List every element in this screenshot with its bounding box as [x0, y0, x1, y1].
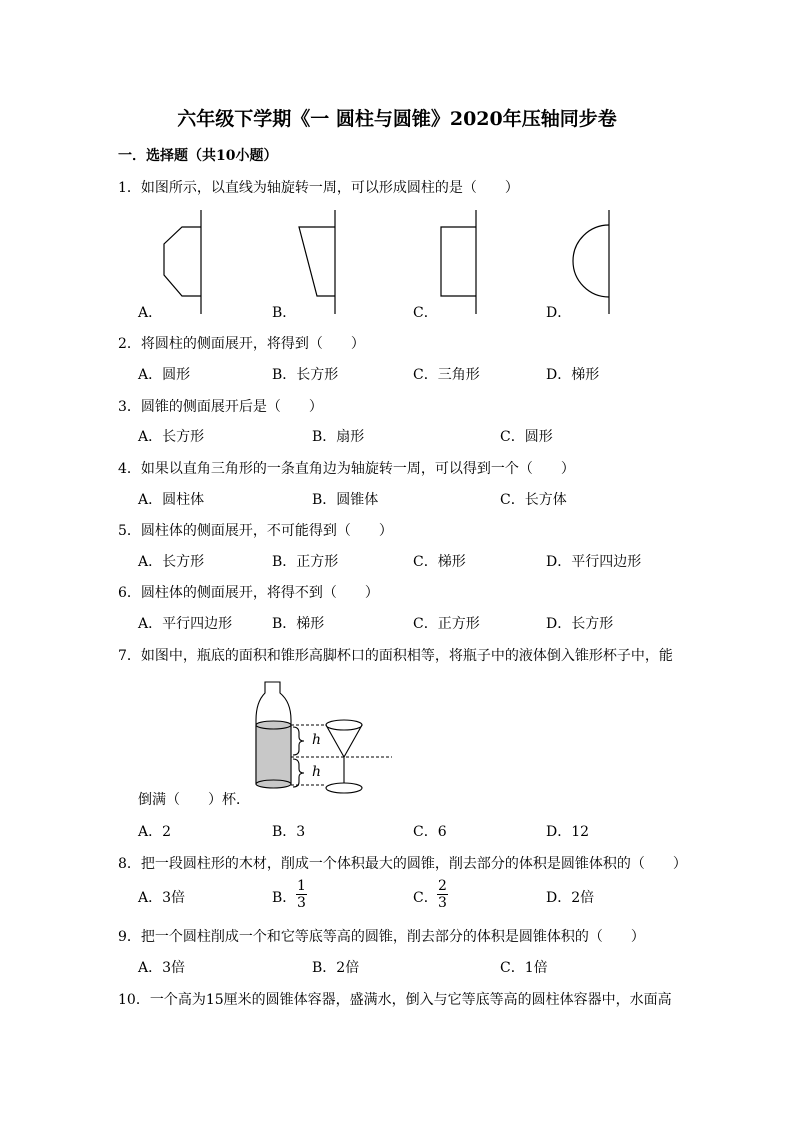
section-heading: 一．选择题（共10小题）: [118, 148, 278, 164]
q8-option-d[interactable]: D．2倍: [546, 890, 595, 906]
question-7-text: 7．如图中，瓶底的面积和锥形高脚杯口的面积相等，将瓶子中的液体倒入锥形杯子中，能: [118, 648, 673, 664]
q9-option-b[interactable]: B．2倍: [312, 960, 360, 976]
q7-option-a[interactable]: A．2: [138, 824, 172, 840]
q6-option-d[interactable]: D．长方形: [546, 616, 614, 632]
q7-bottle-outline: [256, 682, 291, 784]
q6-option-b[interactable]: B．梯形: [272, 616, 325, 632]
q7-brace-lower: [293, 759, 304, 787]
q1-option-d[interactable]: D．: [546, 305, 572, 321]
q7-h-label-lower: h: [312, 764, 322, 780]
q2-option-d[interactable]: D．梯形: [546, 367, 600, 383]
q8-option-c-fraction: [437, 878, 448, 911]
fraction-numerator: 1: [297, 878, 306, 894]
q7-h-label-upper: h: [312, 732, 322, 748]
q8-option-c[interactable]: C．: [413, 890, 438, 906]
q2-option-b[interactable]: B．长方形: [272, 367, 339, 383]
q7-liquid: [256, 725, 291, 784]
question-3-text: 3．圆锥的侧面展开后是（ ）: [118, 399, 323, 415]
q7-glass-left: [326, 725, 344, 757]
q4-option-a[interactable]: A．圆柱体: [138, 492, 205, 508]
q3-option-b[interactable]: B．扇形: [312, 429, 365, 445]
q5-option-a[interactable]: A．长方形: [138, 554, 205, 570]
question-8-text: 8．把一段圆柱形的木材，削成一个体积最大的圆锥，削去部分的体积是圆锥体积的（ ）: [118, 856, 687, 872]
q1-b-shape: [299, 227, 335, 296]
q1-c-shape: [441, 227, 476, 296]
q5-option-b[interactable]: B．正方形: [272, 554, 339, 570]
question-2-text: 2．将圆柱的侧面展开，将得到（ ）: [118, 336, 365, 352]
q2-option-c[interactable]: C．三角形: [413, 367, 480, 383]
q9-option-a[interactable]: A．3倍: [138, 960, 186, 976]
q6-option-a[interactable]: A．平行四边形: [138, 616, 233, 632]
q3-option-a[interactable]: A．长方形: [138, 429, 205, 445]
q1-d-shape: [573, 225, 609, 297]
q5-option-d[interactable]: D．平行四边形: [546, 554, 642, 570]
fraction-denominator: 3: [438, 895, 447, 911]
q2-option-a[interactable]: A．圆形: [138, 367, 191, 383]
q1-option-a[interactable]: A．: [138, 305, 163, 321]
question-6-text: 6．圆柱体的侧面展开，将得不到（ ）: [118, 585, 379, 601]
q1-option-b[interactable]: B．: [272, 305, 297, 321]
q6-option-c[interactable]: C．正方形: [413, 616, 480, 632]
q4-option-b[interactable]: B．圆锥体: [312, 492, 379, 508]
fraction-denominator: 3: [297, 895, 306, 911]
page-title: 六年级下学期《一 圆柱与圆锥》2020年压轴同步卷: [177, 108, 617, 130]
question-7-text-cont: 倒满（ ）杯．: [138, 792, 250, 808]
q7-brace-upper: [293, 727, 304, 755]
q7-option-d[interactable]: D．12: [546, 824, 590, 840]
q7-glass-rim: [326, 720, 362, 730]
q4-option-c[interactable]: C．长方体: [500, 492, 567, 508]
q8-option-b[interactable]: B．: [272, 890, 297, 906]
q1-option-c[interactable]: C．: [413, 305, 438, 321]
q7-glass-right: [344, 725, 362, 757]
q8-option-a[interactable]: A．3倍: [138, 890, 186, 906]
fraction-numerator: 2: [438, 878, 447, 894]
question-1-text: 1．如图所示，以直线为轴旋转一周，可以形成圆柱的是（ ）: [118, 180, 519, 196]
q8-option-b-fraction: [296, 878, 307, 911]
question-9-text: 9．把一个圆柱削成一个和它等底等高的圆锥，削去部分的体积是圆锥体积的（ ）: [118, 929, 645, 945]
question-5-text: 5．圆柱体的侧面展开，不可能得到（ ）: [118, 523, 393, 539]
q3-option-c[interactable]: C．圆形: [500, 429, 553, 445]
q7-bottle-base: [256, 780, 291, 788]
q7-option-b[interactable]: B．3: [272, 824, 306, 840]
question-10-text: 10．一个高为15厘米的圆锥体容器，盛满水，倒入与它等底等高的圆柱体容器中，水面高: [118, 992, 672, 1008]
q5-option-c[interactable]: C．梯形: [413, 554, 466, 570]
q7-glass-base: [326, 783, 362, 793]
q1-a-shape: [164, 227, 201, 296]
q9-option-c[interactable]: C．1倍: [500, 960, 548, 976]
question-4-text: 4．如果以直角三角形的一条直角边为轴旋转一周，可以得到一个（ ）: [118, 461, 575, 477]
q7-liquid-top: [256, 721, 291, 729]
q7-option-c[interactable]: C．6: [413, 824, 447, 840]
